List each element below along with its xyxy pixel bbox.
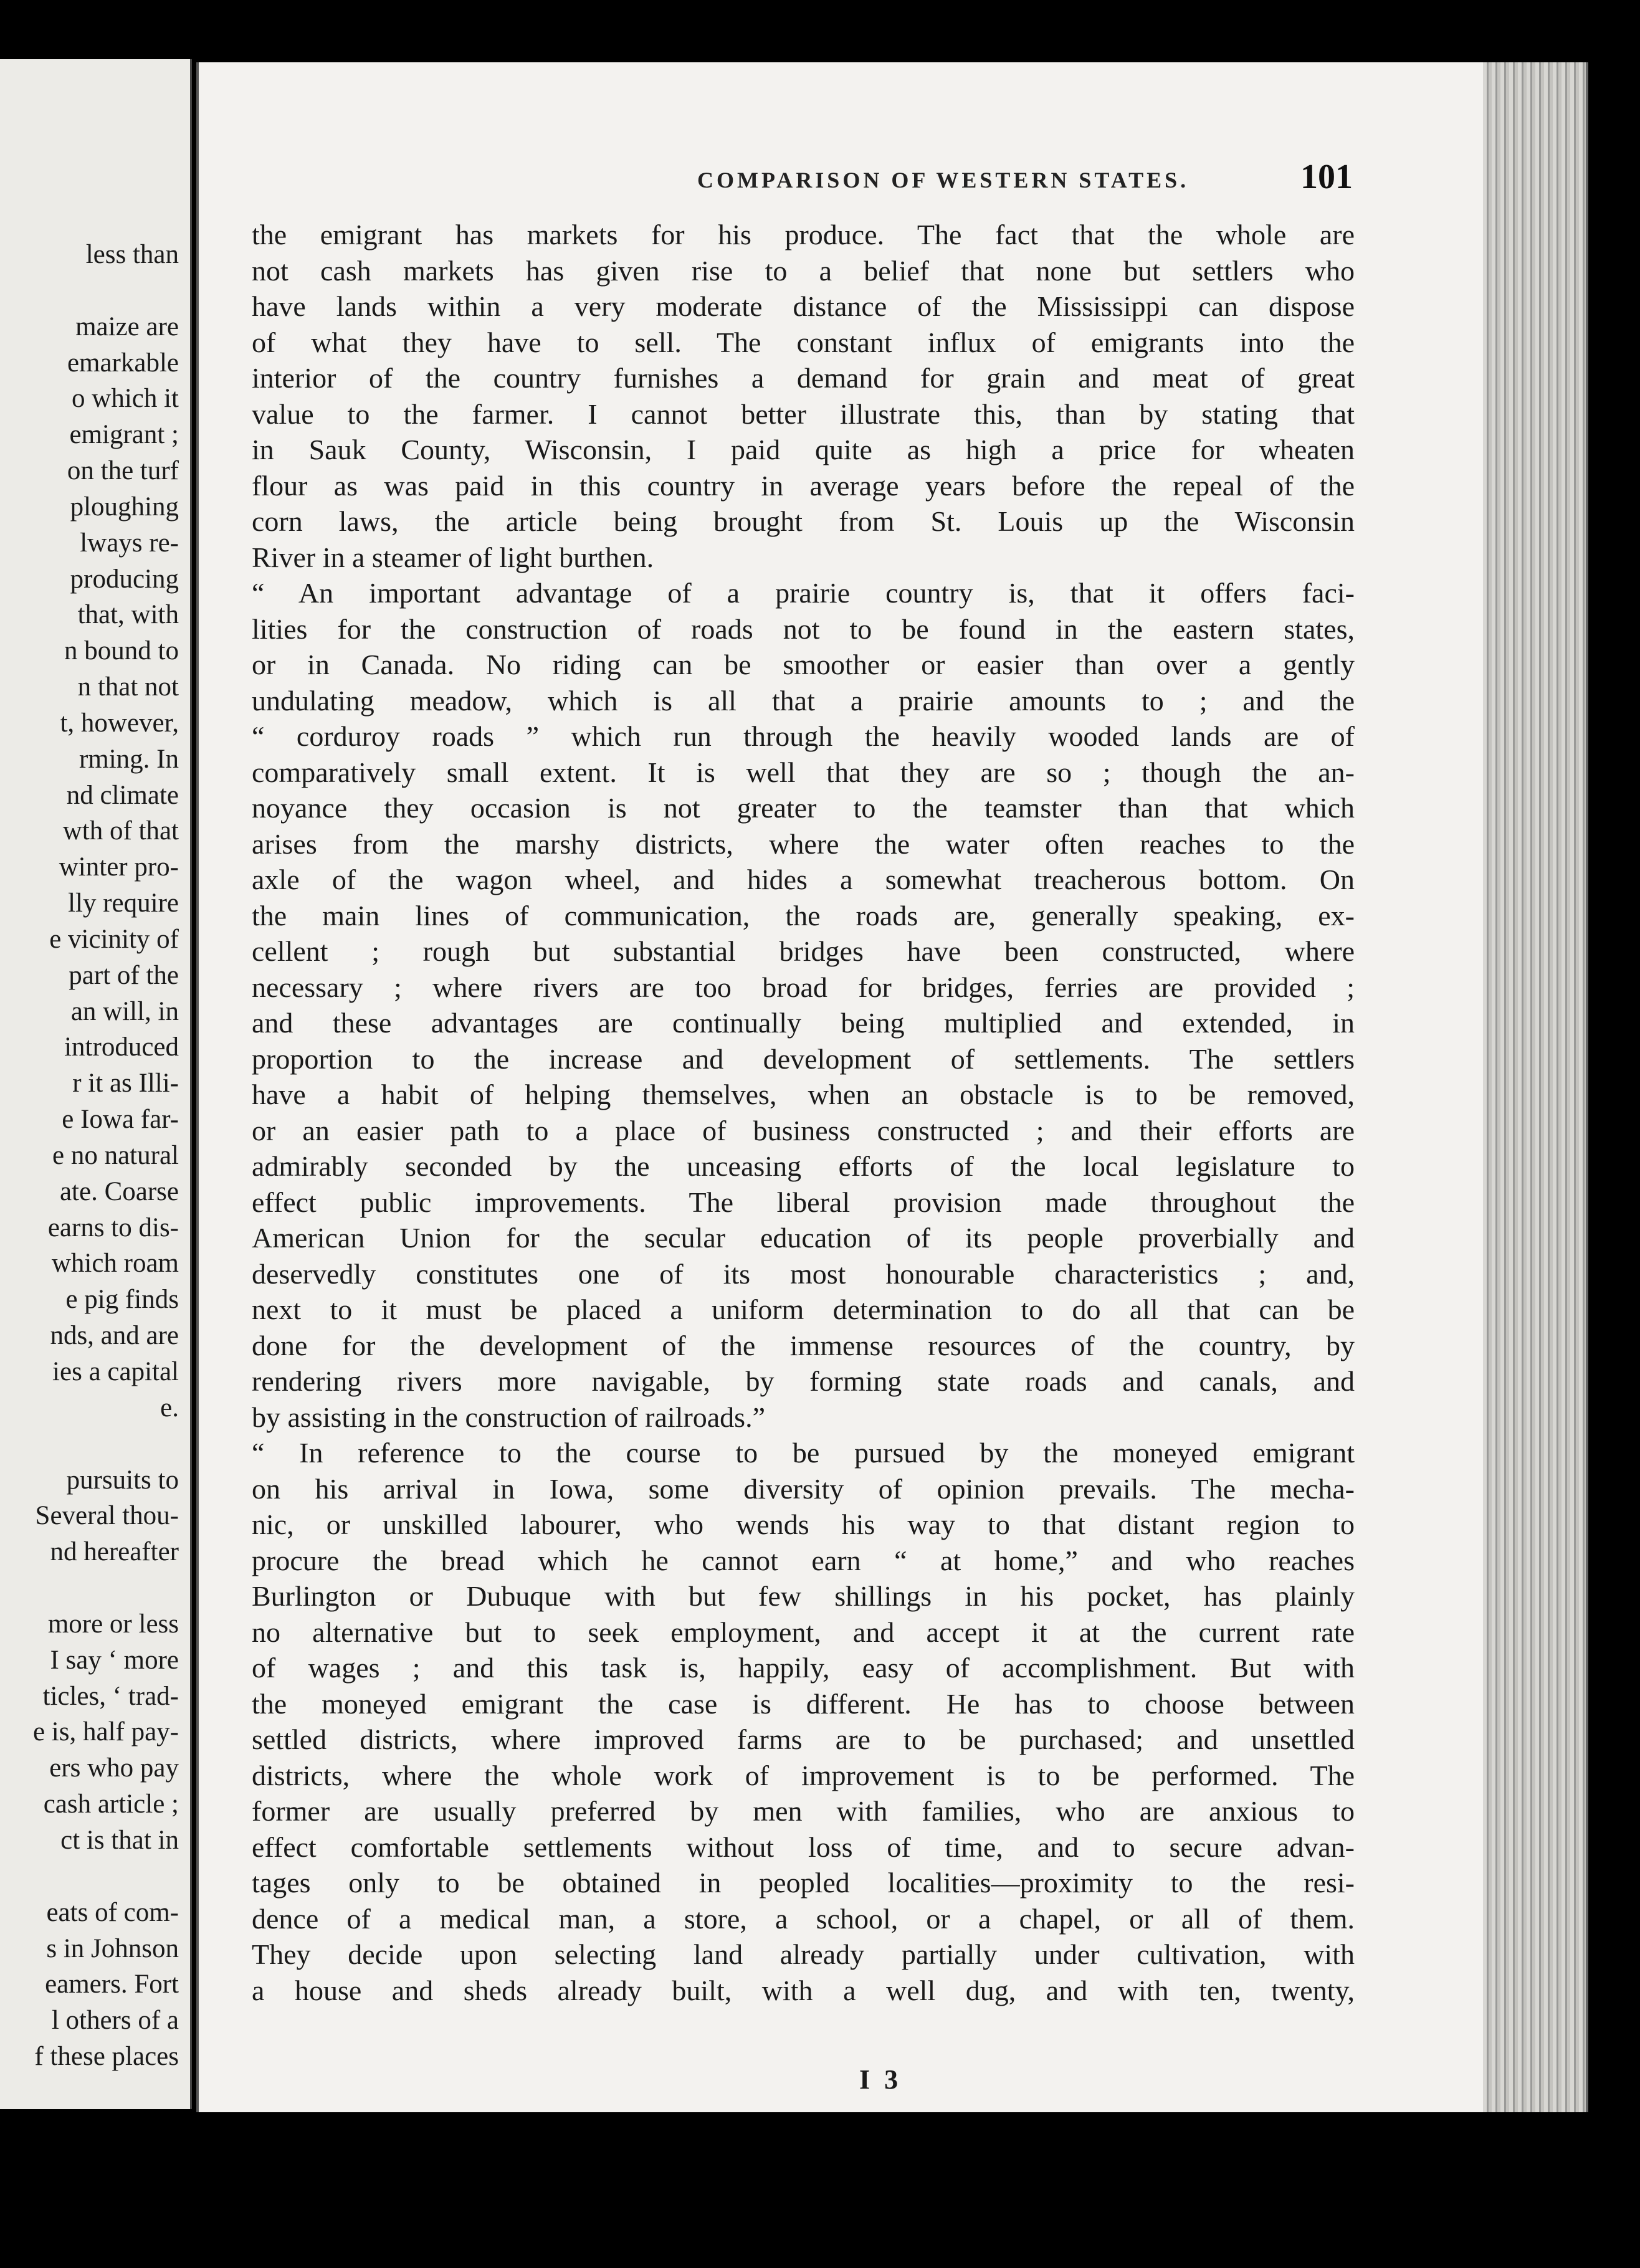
text-line: They decide upon selecting land already partially under cultivation, with	[252, 1938, 1355, 1970]
text-line: in Sauk County, Wisconsin, I paid quite as high a price for wheaten	[252, 434, 1355, 465]
text-line: dence of a medical man, a store, a school, or a chapel, or all of them.	[252, 1902, 1355, 1935]
text-line: Burlington or Dubuque with but few shillings in his pocket, has plainly	[252, 1580, 1355, 1612]
left-text-line: l others of a	[51, 2006, 179, 2036]
text-line: next to it must be placed a uniform determination to do all that can be	[252, 1294, 1355, 1325]
text-line: not cash markets has given rise to a belief that none but settlers who	[252, 254, 1355, 287]
text-line: proportion to the increase and development of settlements. The settlers	[252, 1042, 1355, 1075]
text-line: of wages ; and this task is, happily, easy of accomplishment. But with	[252, 1652, 1355, 1684]
left-text-line: e vicinity of	[49, 924, 179, 954]
left-text-line: winter pro-	[59, 852, 179, 882]
running-head: COMPARISON OF WESTERN STATES.	[697, 168, 1189, 193]
page-number: 101	[1300, 158, 1353, 196]
text-line: value to the farmer. I cannot better illustrate this, than by stating that	[252, 398, 1355, 430]
left-text-line: ploughing	[70, 492, 179, 522]
text-line: “ In reference to the course to be pursued by the moneyed emigrant	[252, 1437, 1355, 1469]
left-text-line: eats of com-	[46, 1897, 179, 1927]
signature-mark: I 3	[859, 2064, 902, 2095]
text-line: effect comfortable settlements without loss of time, and to secure advan-	[252, 1831, 1355, 1863]
text-line: comparatively small extent. It is well that they are so ; though the an-	[252, 756, 1355, 788]
text-line: corn laws, the article being brought from St. Louis up the Wisconsin	[252, 505, 1355, 537]
left-text-line: part of the	[69, 960, 179, 990]
text-line: of what they have to sell. The constant influx of emigrants into the	[252, 326, 1355, 358]
left-text-line: eamers. Fort	[45, 1970, 179, 1999]
text-line: noyance they occasion is not greater to the teamster than that which	[252, 792, 1355, 824]
left-text-line: wth of that	[62, 816, 179, 846]
left-text-line: cash article ;	[43, 1789, 179, 1819]
left-text-line: more or less	[47, 1609, 179, 1639]
text-line: districts, where the whole work of improvement is to be performed. The	[252, 1759, 1355, 1791]
text-line: River in a steamer of light burthen.	[252, 541, 654, 573]
left-text-line: rming. In	[79, 744, 179, 774]
page-edges	[1483, 62, 1588, 2112]
text-line: American Union for the secular education of its people proverbially and	[252, 1222, 1355, 1254]
text-line: the main lines of communication, the roads are, generally speaking, ex-	[252, 899, 1355, 932]
line-gap	[0, 1570, 179, 1606]
text-line: deservedly constitutes one of its most honourable characteristics ; and,	[252, 1257, 1355, 1290]
left-text-line: producing	[70, 564, 179, 594]
left-text-line: nd hereafter	[50, 1537, 179, 1567]
text-line: admirably seconded by the unceasing efforts of the local legislature to	[252, 1150, 1355, 1182]
line-gap	[0, 1859, 179, 1895]
left-text-line: introduced	[64, 1032, 179, 1062]
left-text-line: ers who pay	[49, 1753, 179, 1783]
text-line: lities for the construction of roads not to be found in the eastern states,	[252, 612, 1355, 645]
left-text-line: r it as Illi-	[72, 1069, 179, 1098]
left-text-line: I say ‘ more	[50, 1645, 179, 1675]
text-line: flour as was paid in this country in average years before the repeal of the	[252, 469, 1355, 502]
text-line: have lands within a very moderate distance of the Mississippi can dispose	[252, 290, 1355, 322]
left-text-line: which roam	[51, 1249, 179, 1279]
left-text-line: e is, half pay-	[32, 1717, 179, 1747]
text-line: cellent ; rough but substantial bridges have been constructed, where	[252, 935, 1355, 967]
text-line: done for the development of the immense resources of the country, by	[252, 1329, 1355, 1361]
text-line: rendering rivers more navigable, by forming state roads and canals, and	[252, 1365, 1355, 1397]
text-line: interior of the country furnishes a demand for grain and meat of great	[252, 362, 1355, 394]
text-line: on his arrival in Iowa, some diversity of opinion prevails. The mecha-	[252, 1472, 1355, 1505]
left-text-line: emarkable	[67, 348, 179, 378]
text-line: nic, or unskilled labourer, who wends his way to that distant region to	[252, 1508, 1355, 1540]
left-text-line: e.	[160, 1393, 179, 1422]
text-line: have a habit of helping themselves, when an obstacle is to be removed,	[252, 1079, 1355, 1110]
left-text-line: e Iowa far-	[62, 1105, 179, 1135]
text-line: a house and sheds already built, with a well dug, and with ten, twenty,	[252, 1974, 1355, 2006]
text-line: “ An important advantage of a prairie country is, that it offers faci-	[252, 577, 1355, 609]
text-line: arises from the marshy districts, where the water often reaches to the	[252, 827, 1355, 860]
left-text-line: emigrant ;	[69, 420, 179, 450]
text-line: the emigrant has markets for his produce. The fact that the whole are	[252, 219, 1355, 250]
left-text-line: Several thou-	[35, 1501, 179, 1531]
body-text	[252, 217, 1355, 2008]
left-text-line: that, with	[77, 600, 179, 630]
left-text-line: n that not	[77, 672, 179, 702]
book-page	[196, 62, 1492, 2112]
left-text-line: pursuits to	[66, 1465, 179, 1495]
left-text-line: s in Johnson	[46, 1933, 179, 1963]
text-line: tages only to be obtained in peopled localities—proximity to the resi-	[252, 1867, 1355, 1899]
text-line: procure the bread which he cannot earn “ at home,” and who reaches	[252, 1544, 1355, 1576]
text-line: axle of the wagon wheel, and hides a somewhat treacherous bottom. On	[252, 864, 1355, 895]
line-gap	[0, 273, 179, 309]
text-line: former are usually preferred by men with families, who are anxious to	[252, 1795, 1355, 1827]
text-line: “ corduroy roads ” which run through the heavily wooded lands are of	[252, 720, 1355, 752]
left-text-line: maize are	[75, 312, 179, 341]
text-line: or in Canada. No riding can be smoother or easier than over a gently	[252, 649, 1355, 680]
text-line: effect public improvements. The liberal provision made throughout the	[252, 1186, 1355, 1218]
left-text-line: nd climate	[66, 780, 179, 810]
left-text-line: less than	[85, 240, 179, 269]
text-line: the moneyed emigrant the case is different. He has to choose between	[252, 1687, 1355, 1720]
text-line: settled districts, where improved farms are to be purchased; and unsettled	[252, 1723, 1355, 1755]
left-text-line: e pig finds	[65, 1285, 179, 1315]
left-text-line: earns to dis-	[47, 1213, 179, 1242]
text-line: no alternative but to seek employment, and accept it at the current rate	[252, 1616, 1355, 1648]
text-line: necessary ; where rivers are too broad for bridges, ferries are provided ;	[252, 971, 1355, 1003]
text-line: and these advantages are continually being multiplied and extended, in	[252, 1007, 1355, 1039]
text-line: or an easier path to a place of business constructed ; and their efforts are	[252, 1114, 1355, 1146]
previous-page-fragment	[0, 59, 192, 2109]
previous-page-text	[0, 237, 179, 2075]
left-text-line: nds, and are	[50, 1321, 179, 1351]
left-text-line: ticles, ‘ trad-	[42, 1681, 179, 1711]
left-text-line: lways re-	[80, 528, 179, 558]
left-text-line: ate. Coarse	[59, 1176, 179, 1206]
left-text-line: n bound to	[64, 636, 179, 666]
left-text-line: f these places	[34, 2042, 179, 2072]
left-text-line: e no natural	[52, 1140, 179, 1170]
line-gap	[0, 1426, 179, 1462]
left-text-line: ies a capital	[52, 1356, 179, 1386]
text-line: by assisting in the construction of railroads.”	[252, 1401, 766, 1433]
text-line: undulating meadow, which is all that a prairie amounts to ; and the	[252, 684, 1355, 717]
left-text-line: t, however,	[60, 708, 179, 738]
left-text-line: an will, in	[70, 996, 179, 1026]
left-text-line: ct is that in	[60, 1825, 179, 1855]
left-text-line: o which it	[72, 384, 179, 414]
left-text-line: on the turf	[67, 456, 179, 486]
left-text-line: lly require	[68, 889, 179, 918]
